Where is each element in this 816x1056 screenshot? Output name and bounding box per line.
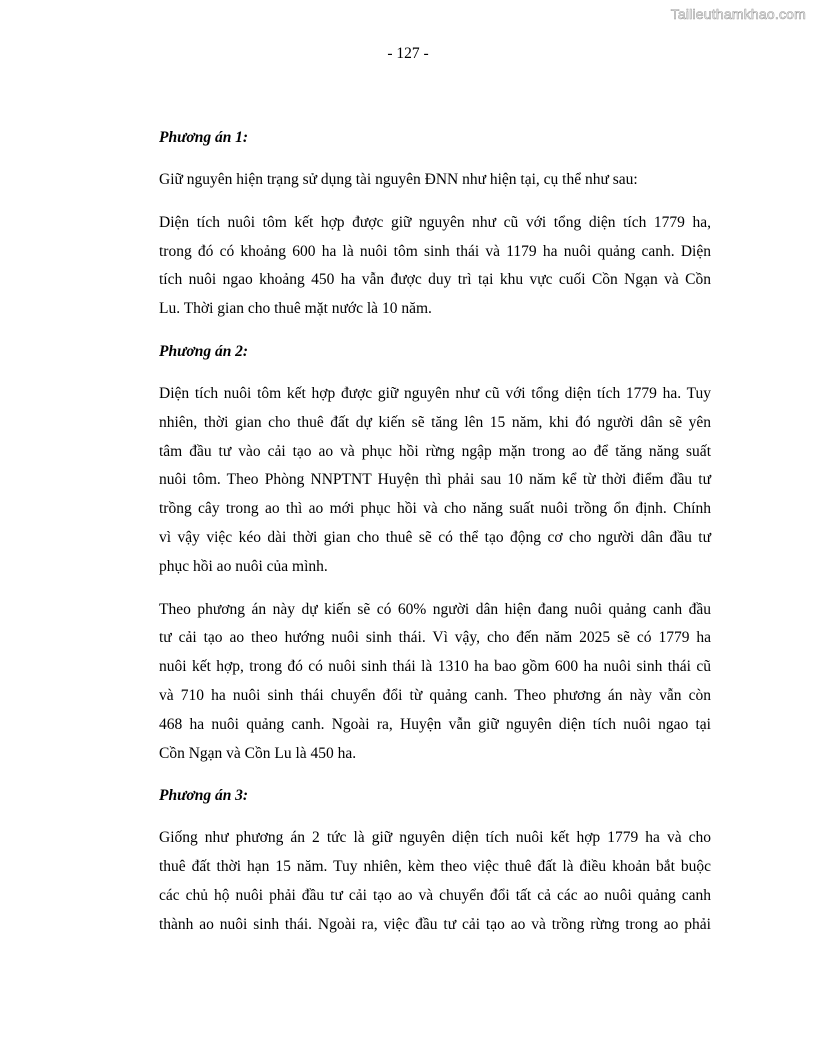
paragraph-4	[159, 596, 711, 769]
paragraph-1	[159, 166, 711, 195]
paragraph-line: thành ao nuôi sinh thái. Ngoài ra, việc đầu tư cải tạo ao và trồng rừng trong ao phải	[159, 915, 711, 933]
paragraph-3	[159, 380, 711, 582]
paragraph-line: trồng cây trong ao thì ao mới phục hồi và cho năng suất nuôi trồng ổn định. Chính	[159, 500, 711, 518]
paragraph-line: Cồn Ngạn và Cồn Lu là 450 ha.	[159, 744, 357, 762]
paragraph-line: phục hồi ao nuôi của mình.	[159, 557, 328, 575]
section-heading-option-2: Phương án 2:	[159, 342, 249, 360]
paragraph-line: Giữ nguyên hiện trạng sử dụng tài nguyên ĐNN như hiện tại, cụ thể như sau:	[159, 171, 638, 188]
paragraph-5	[159, 824, 711, 939]
section-heading-option-3: Phương án 3:	[159, 787, 249, 805]
paragraph-line: nhiên, thời gian cho thuê đất dự kiến sẽ tăng lên 15 năm, khi đó người dân sẽ yên	[159, 413, 711, 431]
paragraph-line: Theo phương án này dự kiến sẽ có 60% người dân hiện đang nuôi quảng canh đầu	[159, 600, 711, 618]
paragraph-line: tích nuôi ngao khoảng 450 ha vẫn được duy trì tại khu vực cuối Cồn Ngạn và Cồn	[159, 271, 711, 289]
section-heading-option-1: Phương án 1:	[159, 129, 249, 146]
paragraph-line: nuôi kết hợp, trong đó có nuôi sinh thái là 1310 ha bao gồm 600 ha nuôi sinh thái cũ	[159, 658, 711, 676]
paragraph-line: 468 ha nuôi quảng canh. Ngoài ra, Huyện vẫn giữ nguyên diện tích nuôi ngao tại	[159, 715, 711, 733]
paragraph-line: Giống như phương án 2 tức là giữ nguyên diện tích nuôi kết hợp 1779 ha và cho	[159, 829, 711, 847]
document-body	[159, 124, 711, 954]
paragraph-line: thuê đất thời hạn 15 năm. Tuy nhiên, kèm theo việc thuê đất là điều khoản bắt buộc	[159, 858, 711, 876]
paragraph-line: trong đó có khoảng 600 ha là nuôi tôm sinh thái và 1179 ha nuôi quảng canh. Diện	[159, 242, 711, 260]
paragraph-2	[159, 209, 711, 324]
paragraph-line: nuôi tôm. Theo Phòng NNPTNT Huyện thì phải sau 10 năm kể từ thời điểm đầu tư	[159, 471, 711, 489]
paragraph-line: và 710 ha nuôi sinh thái chuyển đổi từ quảng canh. Theo phương án này vẫn còn	[159, 686, 711, 704]
watermark-text: Tailieuthamkhao.com	[670, 6, 806, 22]
paragraph-line: Diện tích nuôi tôm kết hợp được giữ nguyên như cũ với tổng diện tích 1779 ha,	[159, 213, 711, 231]
paragraph-line: tâm đầu tư vào cải tạo ao và phục hồi rừng ngập mặn trong ao để tăng năng suất	[159, 442, 711, 460]
paragraph-line: tư cải tạo ao theo hướng nuôi sinh thái. Vì vậy, cho đến năm 2025 sẽ có 1779 ha	[159, 629, 711, 647]
paragraph-line: Diện tích nuôi tôm kết hợp được giữ nguyên như cũ với tổng diện tích 1779 ha. Tuy	[159, 384, 711, 402]
paragraph-line: vì vậy việc kéo dài thời gian cho thuê sẽ có thể tạo động cơ cho người dân đầu tư	[159, 528, 711, 546]
paragraph-line: Lu. Thời gian cho thuê mặt nước là 10 năm.	[159, 300, 432, 318]
page-number: - 127 -	[387, 45, 429, 62]
paragraph-line: các chủ hộ nuôi phải đầu tư cải tạo ao và chuyển đổi tất cả các ao nuôi quảng canh	[159, 886, 711, 904]
